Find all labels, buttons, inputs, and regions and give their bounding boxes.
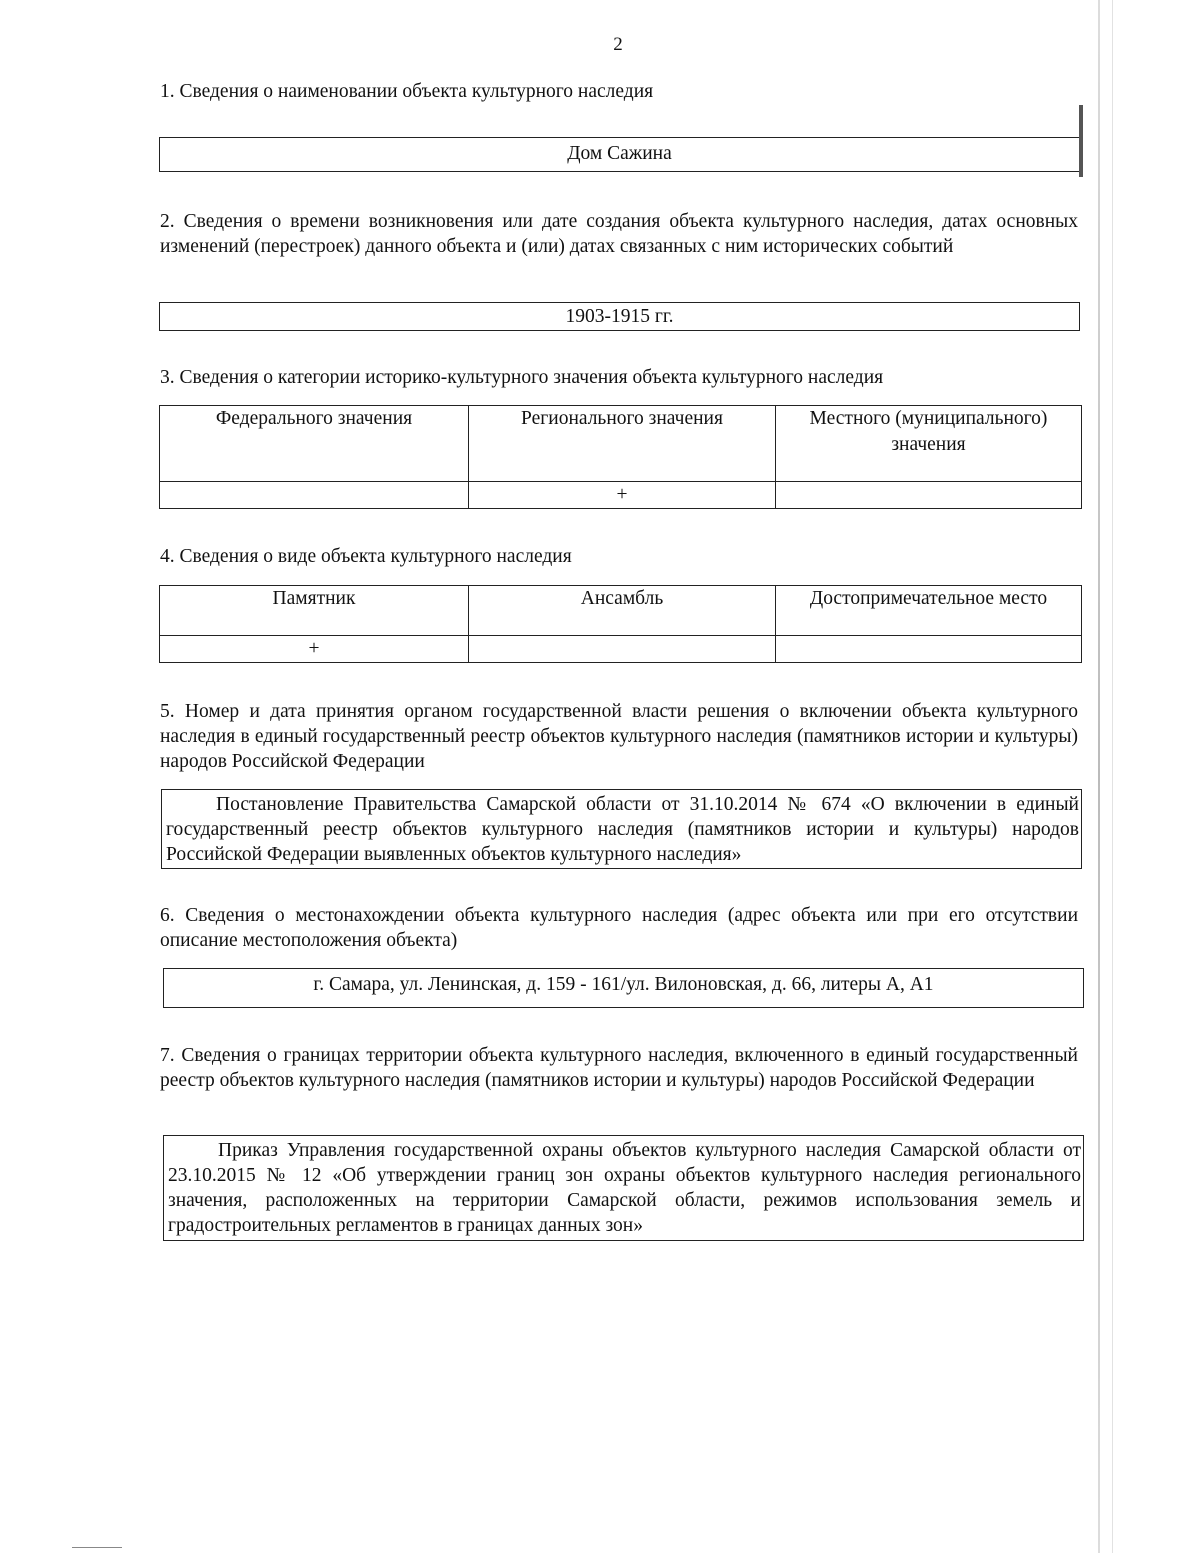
section-6-heading: 6. Сведения о местонахождении объекта культурного наследия (адрес объекта или при его отсутствии описание местоположения объекта) (160, 905, 1078, 951)
type-table (159, 585, 1082, 663)
category-table (159, 405, 1082, 509)
column-ensemble: Ансамбль (469, 586, 776, 636)
boundaries-order: Приказ Управления государственной охраны объектов культурного наследия Самарской области от 23.10.2015 № 12 «Об утверждении границ зон охраны объектов культурного наследия регионального значения, расположенных на территории Самарской области, режимов использования земель и градостроительных регламентов в границах данных зон» (168, 1140, 1081, 1236)
section-1-heading: 1. Сведения о наименовании объекта культурного наследия (160, 81, 654, 102)
mark-federal (160, 482, 469, 509)
scan-mark (1079, 105, 1083, 177)
category-mark-row (160, 482, 1082, 509)
column-local: Местного (муниципального) значения (776, 406, 1082, 482)
column-monument: Памятник (160, 586, 469, 636)
section-1-value-box (159, 137, 1080, 172)
column-regional: Регионального значения (469, 406, 776, 482)
type-header-row (160, 586, 1082, 636)
creation-date: 1903-1915 гг. (565, 306, 674, 327)
section-5-heading: 5. Номер и дата принятия органом государственной власти решения о включении объекта культурного наследия в единый государственный реестр объектов культурного наследия (памятников истории и культуры) народов Российской Федерации (160, 701, 1078, 772)
category-header-row (160, 406, 1082, 482)
scan-edge-line-secondary (1112, 0, 1113, 1553)
registry-decree: Постановление Правительства Самарской области от 31.10.2014 № 674 «О включении в единый государственный реестр объектов культурного наследия (памятников истории и культуры) народов Российской Федерации выявленных объектов культурного наследия» (166, 794, 1079, 865)
section-6-value-box (163, 968, 1084, 1008)
section-3-heading: 3. Сведения о категории историко-культурного значения объекта культурного наследия (160, 367, 884, 388)
section-7-heading: 7. Сведения о границах территории объекта культурного наследия, включенного в единый государственный реестр объектов культурного наследия (памятников истории и культуры) народов Российской Федерации (160, 1045, 1078, 1091)
scan-edge-line (1098, 0, 1100, 1553)
mark-monument: + (160, 636, 469, 663)
mark-landmark (776, 636, 1082, 663)
object-address: г. Самара, ул. Ленинская, д. 159 - 161/ул. Вилоновская, д. 66, литеры А, А1 (313, 974, 934, 995)
section-2-value-box (159, 302, 1080, 331)
mark-regional: + (469, 482, 776, 509)
type-mark-row (160, 636, 1082, 663)
column-landmark: Достопримечательное место (776, 586, 1082, 636)
section-5-value-box (161, 789, 1082, 869)
mark-ensemble (469, 636, 776, 663)
section-4-heading: 4. Сведения о виде объекта культурного наследия (160, 546, 572, 567)
section-2-heading: 2. Сведения о времени возникновения или дате создания объекта культурного наследия, датах основных изменений (перестроек) данного объекта и (или) датах связанных с ним исторических событий (160, 211, 1078, 257)
page-number: 2 (613, 34, 623, 55)
column-federal: Федерального значения (160, 406, 469, 482)
object-name: Дом Сажина (567, 143, 672, 164)
scan-mark-bottom (72, 1547, 122, 1548)
section-7-value-box (163, 1135, 1084, 1241)
mark-local (776, 482, 1082, 509)
